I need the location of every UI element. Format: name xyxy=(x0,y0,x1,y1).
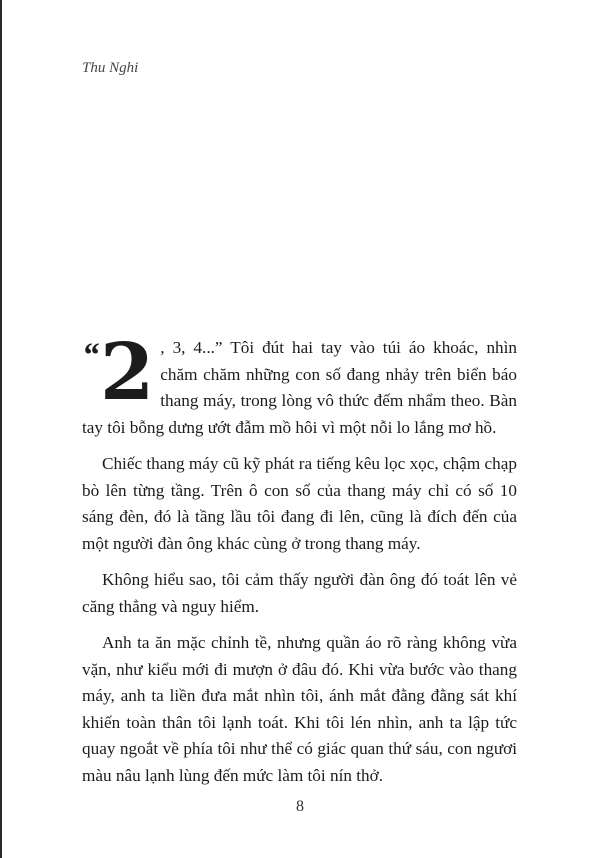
chapter-body xyxy=(82,327,517,799)
paragraph-4: Anh ta ăn mặc chỉnh tề, nhưng quần áo rõ ràng không vừa vặn, như kiểu mới đi mượn ở đâu đó. Khi vừa bước vào thang máy, anh ta liền đưa mắt nhìn tôi, ánh mắt đằng đằng sát khí khiến toàn thân tôi lạnh toát. Khi tôi lén nhìn, anh ta lập tức quay ngoắt về phía tôi như thể có giác quan thứ sáu, con ngươi màu nâu lạnh lùng đến mức làm tôi nín thở. xyxy=(82,633,517,785)
paragraph-1-text: , 3, 4...” Tôi đút hai tay vào túi áo khoác, nhìn chăm chăm những con số đang nhảy trên biển báo thang máy, trong lòng vô thức đếm nhẩm theo. Bàn tay tôi bỗng dưng ướt đẫm mồ hôi vì một nỗi lo lắng mơ hồ. xyxy=(82,338,517,437)
paragraph-2: Chiếc thang máy cũ kỹ phát ra tiếng kêu lọc xọc, chậm chạp bò lên từng tầng. Trên ô con số của thang máy chỉ có số 10 sáng đèn, đó là tầng lầu tôi đang đi lên, cũng là đích đến của một người đàn ông khác cùng ở trong thang máy. xyxy=(82,454,517,553)
running-header-author: Thu Nghi xyxy=(82,60,139,76)
drop-cap-block xyxy=(82,327,155,418)
paragraph-3: Không hiểu sao, tôi cảm thấy người đàn ông đó toát lên vẻ căng thẳng và nguy hiểm. xyxy=(82,570,517,616)
opening-quote-mark: “ xyxy=(82,337,99,374)
page-number: 8 xyxy=(296,798,304,815)
paragraph-1 xyxy=(82,327,517,441)
page-edge-rule xyxy=(0,0,2,858)
drop-cap: 2 xyxy=(100,327,155,418)
